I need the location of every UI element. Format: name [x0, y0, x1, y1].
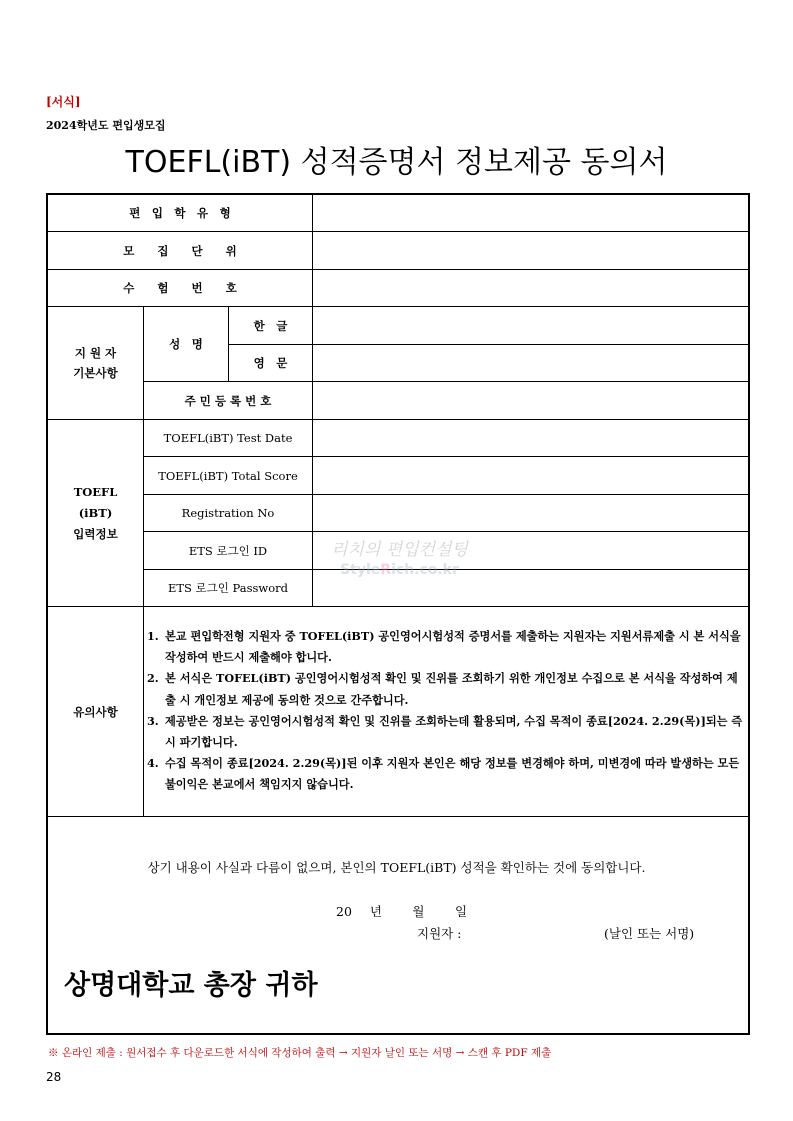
watermark-part-a: Style	[340, 562, 381, 578]
transfer-type-field[interactable]	[313, 195, 750, 231]
page-title: TOEFL(iBT) 성적증명서 정보제공 동의서	[125, 145, 668, 180]
note-item	[147, 668, 747, 710]
english-name-label: 영 문	[253, 356, 288, 370]
watermark-line1: 리치의 편입컨설팅	[331, 540, 468, 560]
toefl-section-label-line1: TOEFL	[73, 484, 118, 499]
resident-number-label: 주 민 등 록 번 호	[184, 393, 272, 408]
note-number: 1.	[147, 629, 159, 643]
form-tag: [서식]	[46, 95, 81, 109]
page-number: 28	[46, 1070, 62, 1084]
note-text: 제공받은 정보는 공인영어시험성적 확인 및 진위를 조회하는데 활용되며, 수집 목적이 종료[2024. 2.29(목)]되는 즉시 파기합니다.	[165, 713, 743, 750]
subheading: 2024학년도 편입생모집	[46, 119, 166, 132]
watermark-part-c: ich.co.kr	[391, 562, 459, 578]
note-text: 본교 편입학전형 지원자 중 TOFEL(iBT) 공인영어시험성적 증명서를 제출하는 지원자는 지원서류제출 시 본 서식을 작성하여 반드시 제출해야 합니다.	[165, 629, 741, 665]
recruit-unit-label: 모 집 단 위	[123, 243, 237, 258]
total-score-field[interactable]	[313, 457, 750, 494]
korean-name-field[interactable]	[313, 307, 750, 344]
total-score-label: TOEFL(iBT) Total Score	[158, 468, 298, 483]
ets-id-label: ETS 로그인 ID	[188, 543, 268, 558]
korean-name-label: 한 글	[253, 318, 288, 333]
registration-field[interactable]	[313, 495, 750, 531]
note-number: 3.	[147, 713, 159, 728]
watermark	[322, 535, 477, 578]
registration-label: Registration No	[181, 506, 275, 520]
recruit-unit-field[interactable]	[313, 232, 750, 269]
english-name-field[interactable]	[313, 345, 750, 381]
consent-statement: 상기 내용이 사실과 다름이 없으며, 본인의 TOEFL(iBT) 성적을 확인하는 것에 동의합니다.	[147, 860, 646, 875]
toefl-section-label-line3: 입력정보	[73, 526, 118, 541]
seal-label: (날인 또는 서명)	[604, 926, 695, 941]
test-date-label: TOEFL(iBT) Test Date	[163, 431, 293, 445]
note-item	[147, 711, 747, 753]
note-number: 2.	[147, 671, 159, 686]
applicant-basic-label-line2: 기본사항	[73, 366, 118, 380]
note-text: 본 서식은 TOFEL(iBT) 공인영어시험성적 확인 및 진위를 조회하기 위한 개인정보 수집으로 본 서식을 작성하여 제출 시 개인정보 제공에 동의한 것으로 간주합니다.	[165, 671, 738, 707]
applicant-basic-label	[48, 307, 143, 419]
note-item	[147, 753, 747, 795]
footnote: ※ 온라인 제출 : 원서접수 후 다운로드한 서식에 작성하여 출력 → 지원자 날인 또는 서명 → 스캔 후 PDF 제출	[48, 1047, 552, 1059]
toefl-section-label-line2: (iBT)	[78, 505, 113, 520]
note-item	[147, 626, 747, 668]
note-number: 4.	[147, 756, 159, 771]
recipient: 상명대학교 총장 귀하	[64, 970, 318, 1001]
name-label: 성 명	[169, 337, 203, 351]
exam-number-field[interactable]	[313, 270, 750, 306]
applicant-signature-label: 지원자 :	[417, 926, 462, 941]
resident-number-field[interactable]	[313, 382, 750, 419]
notes-list	[147, 626, 747, 796]
exam-number-label: 수 험 번 호	[123, 281, 237, 295]
test-date-field[interactable]	[313, 420, 750, 456]
ets-password-label: ETS 로그인 Password	[167, 581, 289, 595]
date-line[interactable]: 20 년 월 일	[336, 904, 468, 919]
notes-label: 유의사항	[73, 704, 118, 719]
watermark-part-b: R	[380, 562, 392, 578]
transfer-type-label: 편 입 학 유 형	[129, 206, 231, 220]
toefl-section-label	[48, 420, 143, 606]
note-text: 수집 목적이 종료[2024. 2.29(목)]된 이후 지원자 본인은 해당 정보를 변경해야 하며, 미변경에 따라 발생하는 모든 불이익은 본교에서 책임지지 않습니다.	[165, 756, 740, 792]
applicant-basic-label-line1: 지 원 자	[74, 346, 117, 360]
watermark-line2	[322, 562, 477, 578]
